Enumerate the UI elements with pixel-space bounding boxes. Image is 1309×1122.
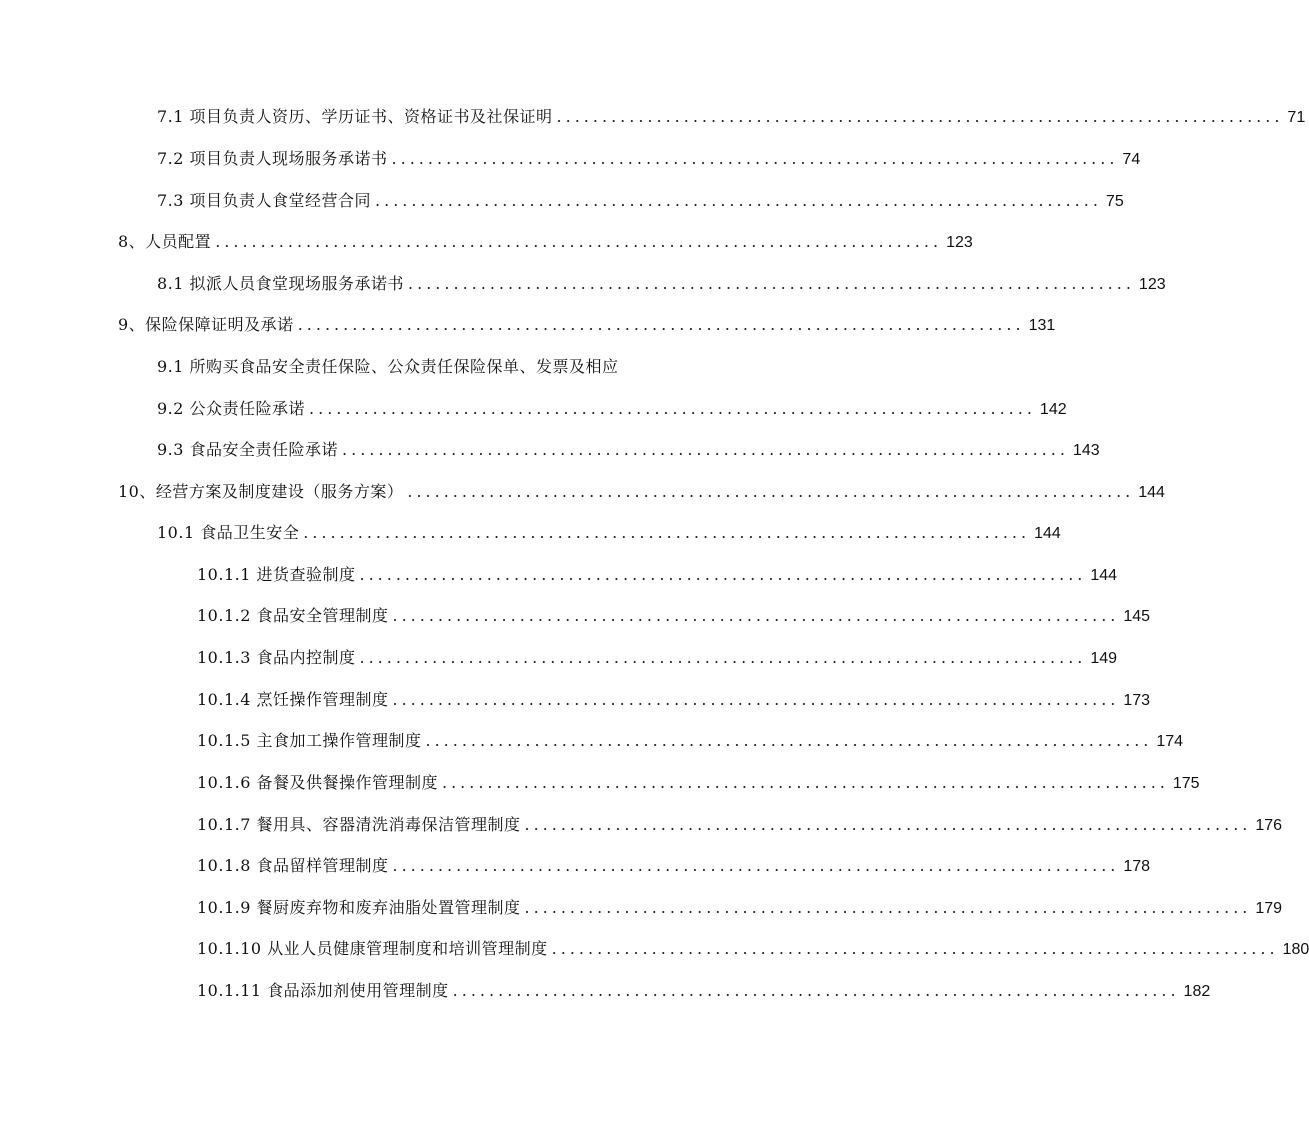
toc-entry-label: 10.1.5 主食加工操作管理制度 <box>197 731 422 750</box>
toc-entry[interactable] <box>118 310 1056 340</box>
toc-page-number: 142 <box>1039 401 1067 418</box>
toc-leader-dots: ................................................................................ <box>359 565 1087 584</box>
toc-leader-dots: ................................................................................ <box>524 898 1252 917</box>
toc-entry[interactable] <box>157 186 1124 216</box>
toc-entry[interactable] <box>157 435 1100 465</box>
toc-entry-label: 10.1.6 备餐及供餐操作管理制度 <box>197 773 438 792</box>
toc-page-number: 75 <box>1105 193 1124 210</box>
toc-entry-label: 7.2 项目负责人现场服务承诺书 <box>157 149 388 168</box>
toc-entry-label: 10.1.10 从业人员健康管理制度和培训管理制度 <box>197 939 548 958</box>
toc-leader-dots: ................................................................................ <box>407 482 1135 501</box>
toc-leader-dots: ................................................................................ <box>524 815 1252 834</box>
toc-page-number: 179 <box>1255 900 1283 917</box>
toc-entry[interactable] <box>157 269 1166 299</box>
toc-page-number: 175 <box>1172 775 1200 792</box>
toc-entry[interactable] <box>157 518 1061 548</box>
toc-page-number: 174 <box>1156 733 1184 750</box>
toc-leader-dots: ................................................................................ <box>425 731 1153 750</box>
toc-leader-dots: ................................................................................ <box>309 399 1036 418</box>
toc-entry[interactable] <box>197 810 1283 840</box>
toc-page-number: 144 <box>1138 484 1165 501</box>
toc-entry[interactable] <box>157 144 1141 174</box>
toc-entry-label: 10.1.7 餐用具、容器清洗消毒保洁管理制度 <box>197 815 521 834</box>
toc-entry-label: 7.3 项目负责人食堂经营合同 <box>157 191 372 210</box>
toc-entry[interactable] <box>118 227 973 257</box>
toc-page-number: 149 <box>1090 650 1118 667</box>
toc-page-number: 173 <box>1123 692 1151 709</box>
toc-entry-label: 8.1 拟派人员食堂现场服务承诺书 <box>157 274 405 293</box>
toc-page-number: 145 <box>1123 608 1151 625</box>
toc-entry-label: 9.3 食品安全责任险承诺 <box>157 440 339 459</box>
toc-page-number: 74 <box>1122 151 1141 168</box>
toc-leader-dots: ................................................................................ <box>392 690 1120 709</box>
toc-entry[interactable] <box>197 726 1184 756</box>
toc-entry[interactable] <box>157 394 1067 424</box>
toc-entry-label: 8、人员配置 <box>118 232 212 251</box>
toc-entry[interactable] <box>157 102 1306 132</box>
toc-entry-label: 9.1 所购买食品安全责任保险、公众责任保险保单、发票及相应 <box>157 357 619 376</box>
toc-leader-dots: ................................................................................ <box>452 981 1180 1000</box>
toc-entry[interactable] <box>197 934 1309 964</box>
toc-leader-dots: ................................................................................ <box>556 107 1284 126</box>
toc-entry-label: 7.1 项目负责人资历、学历证书、资格证书及社保证明 <box>157 107 553 126</box>
toc-page-number: 123 <box>1138 276 1166 293</box>
toc-leader-dots: ................................................................................ <box>392 856 1120 875</box>
toc-leader-dots: ................................................................................ <box>392 606 1120 625</box>
toc-leader-dots: ................................................................................ <box>215 232 943 251</box>
toc-entry[interactable] <box>197 601 1151 631</box>
toc-page-number: 178 <box>1123 858 1151 875</box>
toc-page-number: 131 <box>1028 317 1056 334</box>
toc-leader-dots: ................................................................................ <box>297 315 1025 334</box>
toc-entry[interactable] <box>197 560 1118 590</box>
toc-entry-label: 10.1.3 食品内控制度 <box>197 648 356 667</box>
toc-leader-dots: ................................................................................ <box>375 191 1102 210</box>
toc-entry[interactable] <box>197 768 1200 798</box>
toc-entry-label: 10.1.4 烹饪操作管理制度 <box>197 690 389 709</box>
toc-entry-label: 10.1.1 进货查验制度 <box>197 565 356 584</box>
toc-entry-label: 10、经营方案及制度建设（服务方案） <box>118 482 404 501</box>
toc-leader-dots: ................................................................................ <box>303 523 1031 542</box>
toc-page-number: 144 <box>1090 567 1118 584</box>
toc-page-number: 71 <box>1287 109 1306 126</box>
toc-entry-label: 10.1.2 食品安全管理制度 <box>197 606 389 625</box>
toc-entry-label: 10.1.8 食品留样管理制度 <box>197 856 389 875</box>
toc-entry[interactable] <box>118 477 1165 507</box>
toc-entry-label: 10.1.9 餐厨废弃物和废弃油脂处置管理制度 <box>197 898 521 917</box>
toc-entry[interactable] <box>197 851 1151 881</box>
toc-entry-label: 10.1.11 食品添加剂使用管理制度 <box>197 981 449 1000</box>
toc-entry-label: 9、保险保障证明及承诺 <box>118 315 294 334</box>
toc-page-number: 180 <box>1282 941 1309 958</box>
toc-page-number: 176 <box>1255 817 1283 834</box>
toc-leader-dots: ................................................................................ <box>441 773 1169 792</box>
toc-leader-dots: ................................................................................ <box>359 648 1087 667</box>
toc-entry[interactable] <box>197 685 1151 715</box>
toc-page-number: 123 <box>946 234 973 251</box>
toc-entry-label: 9.2 公众责任险承诺 <box>157 399 306 418</box>
toc-entry[interactable] <box>197 893 1283 923</box>
toc-leader-dots: ................................................................................ <box>342 440 1069 459</box>
toc-leader-dots: ................................................................................ <box>551 939 1279 958</box>
toc-entry[interactable] <box>197 643 1118 673</box>
toc-entry-label: 10.1 食品卫生安全 <box>157 523 300 542</box>
toc-entry[interactable] <box>157 352 675 382</box>
toc-leader-dots: ................................................................................ <box>391 149 1119 168</box>
toc-leader-dots: ................................................................................ <box>408 274 1135 293</box>
toc-entry[interactable] <box>197 976 1211 1006</box>
toc-page-number: 143 <box>1072 442 1100 459</box>
toc-page-number: 144 <box>1034 525 1061 542</box>
toc-page-number: 182 <box>1183 983 1211 1000</box>
